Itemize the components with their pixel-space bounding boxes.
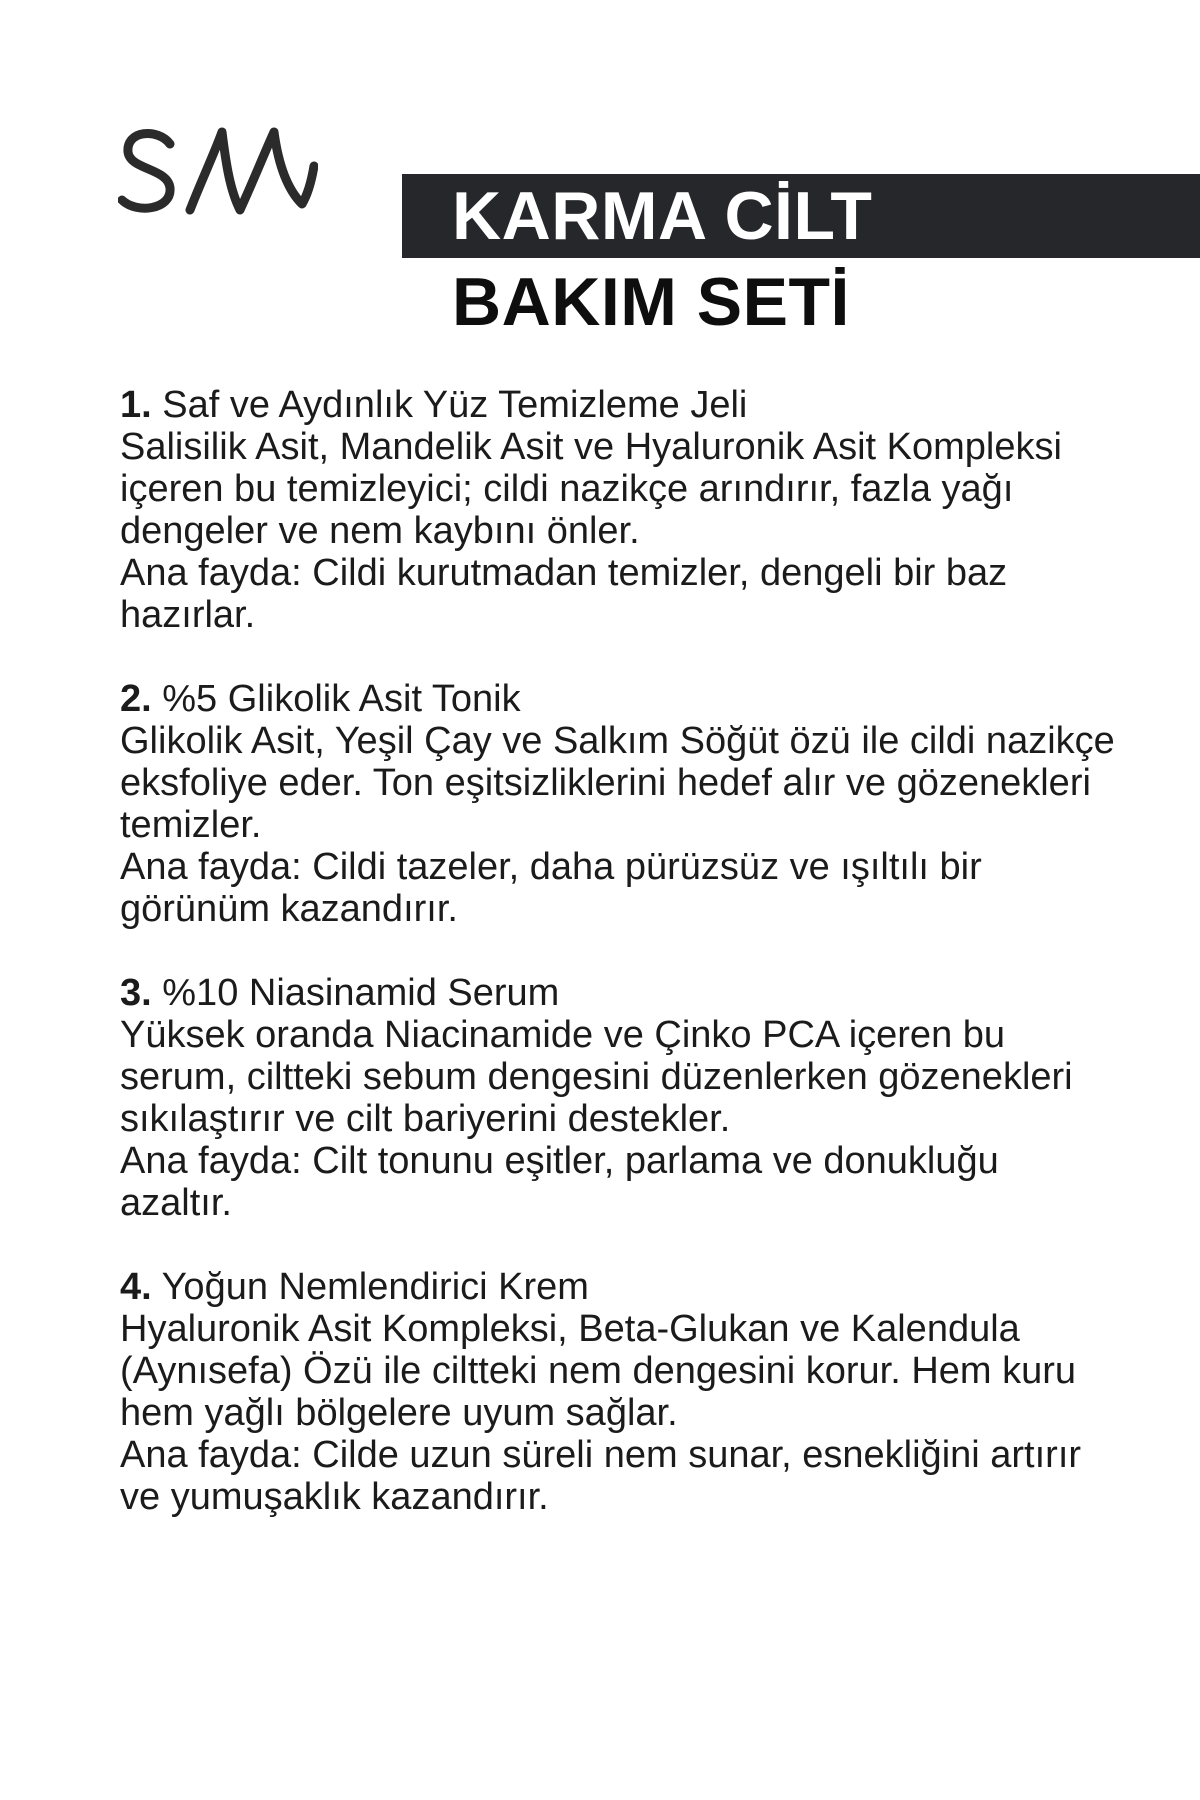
page-title-line2: BAKIM SETİ (452, 264, 850, 340)
product-name: %5 Glikolik Asit Tonik (162, 678, 521, 720)
brand-logo (118, 118, 318, 228)
product-description: Hyaluronik Asit Kompleksi, Beta-Glukan ve Kalendula (Aynısefa) Özü ile ciltteki nem dengesini korur. Hem kuru hem yağlı bölgelere uyum sağlar. (120, 1308, 1077, 1434)
product-name: %10 Niasinamid Serum (162, 972, 560, 1014)
product-heading (120, 384, 1120, 426)
product-description: Salisilik Asit, Mandelik Asit ve Hyaluronik Asit Kompleksi içeren bu temizleyici; cildi nazikçe arındırır, fazla yağı dengeler ve nem kaybını önler. (120, 426, 1062, 552)
product-item (120, 678, 1120, 930)
product-number: 3. (120, 972, 152, 1014)
product-item (120, 1266, 1120, 1518)
product-benefit: Ana fayda: Cilt tonunu eşitler, parlama ve donukluğu azaltır. (120, 1140, 999, 1224)
product-name: Saf ve Aydınlık Yüz Temizleme Jeli (162, 384, 748, 426)
product-heading (120, 972, 1120, 1014)
product-description: Glikolik Asit, Yeşil Çay ve Salkım Söğüt özü ile cildi nazikçe eksfoliye eder. Ton eşitsizliklerini hedef alır ve gözenekleri temizler. (120, 720, 1115, 846)
product-number: 1. (120, 384, 152, 426)
product-benefit: Ana fayda: Cildi kurutmadan temizler, dengeli bir baz hazırlar. (120, 552, 1008, 636)
product-number: 2. (120, 678, 152, 720)
product-item (120, 972, 1120, 1224)
product-number: 4. (120, 1266, 152, 1308)
product-item (120, 384, 1120, 636)
product-heading (120, 1266, 1120, 1308)
product-heading (120, 678, 1120, 720)
product-name: Yoğun Nemlendirici Krem (161, 1266, 589, 1308)
product-description: Yüksek oranda Niacinamide ve Çinko PCA içeren bu serum, ciltteki sebum dengesini düzenlerken gözenekleri sıkılaştırır ve cilt bariyerini destekler. (120, 1014, 1073, 1140)
product-list (120, 384, 1120, 1518)
product-benefit: Ana fayda: Cildi tazeler, daha pürüzsüz ve ışıltılı bir görünüm kazandırır. (120, 846, 982, 930)
product-benefit: Ana fayda: Cilde uzun süreli nem sunar, esnekliğini artırır ve yumuşaklık kazandırır. (120, 1434, 1082, 1518)
page-title-line1: KARMA CİLT (452, 178, 873, 254)
